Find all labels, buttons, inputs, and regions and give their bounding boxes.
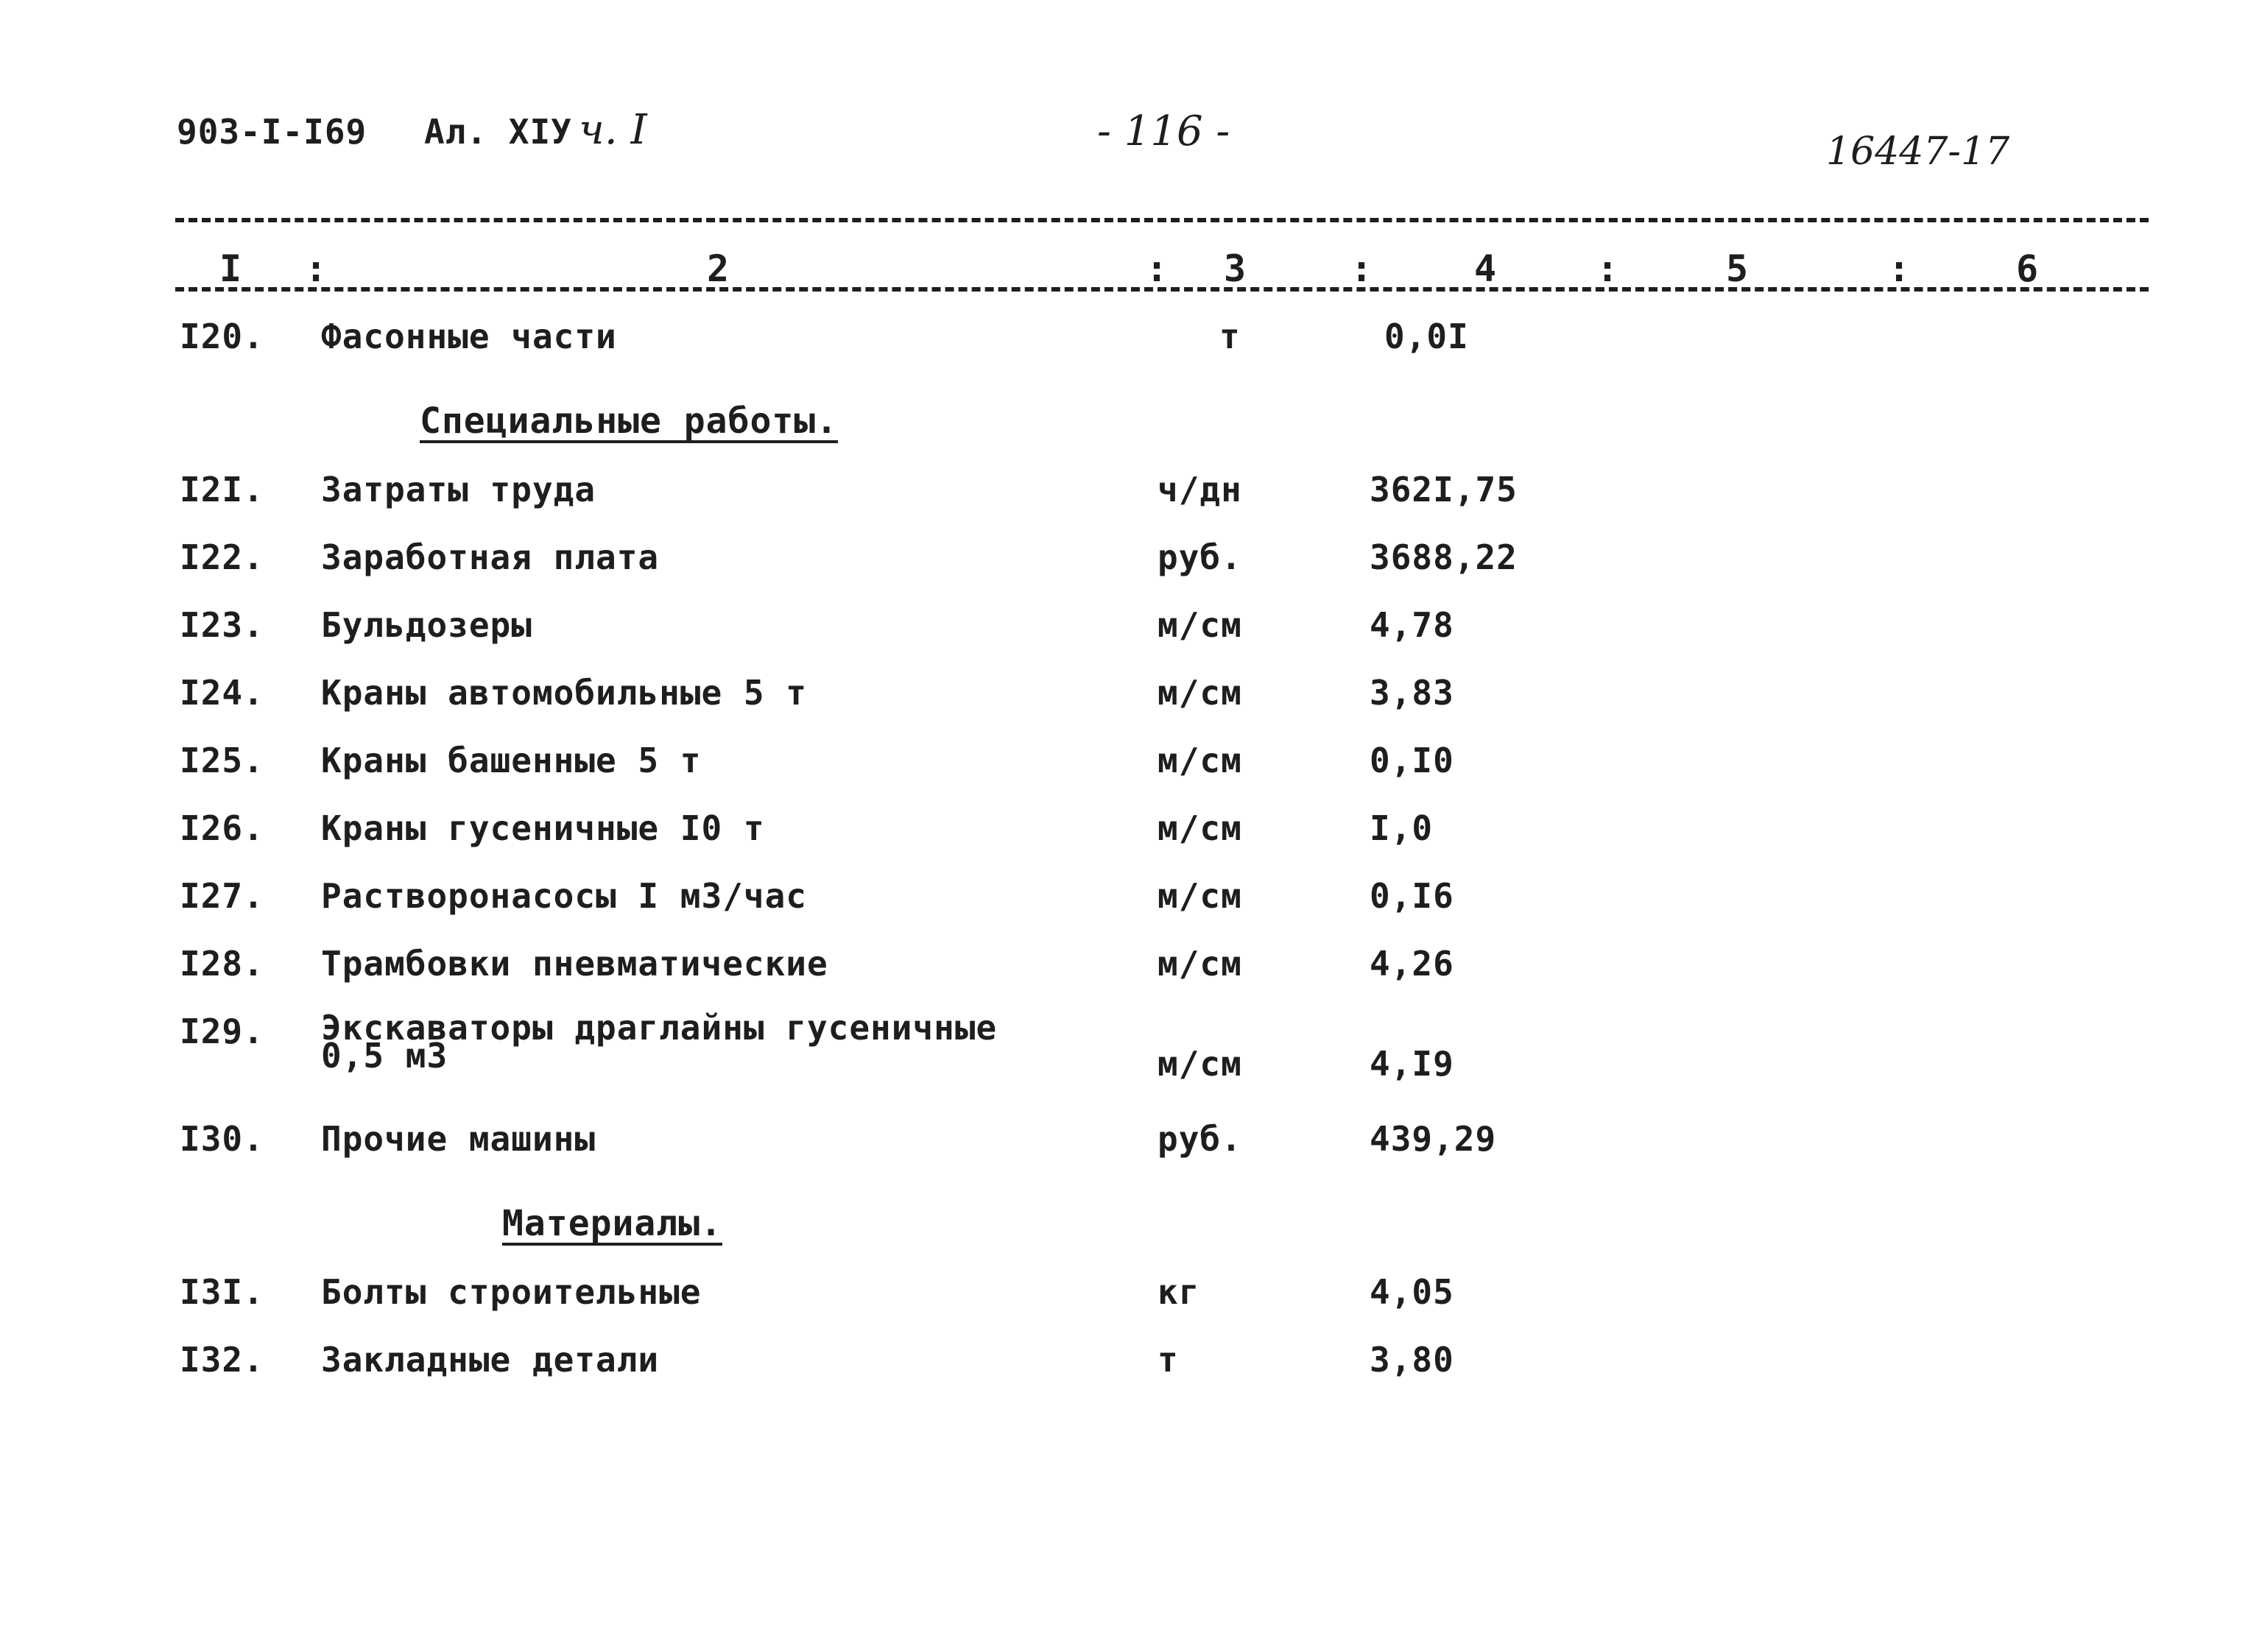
row-name: Краны башенные 5 т [321,741,702,780]
document-code: 903-I-I69 [177,112,367,152]
table-row [0,1119,2262,1163]
row-value: 4,78 [1370,605,1454,645]
part-handwritten: ч. I [579,106,647,154]
row-name: Бульдозеры [321,605,532,645]
row-number: I26. [180,808,264,848]
table-row [0,808,2262,853]
table-row [0,1272,2262,1316]
row-unit: руб. [1158,1119,1242,1159]
column-separator: : [1350,247,1373,290]
column-4-label: 4 [1474,247,1497,290]
row-unit: м/см [1158,808,1242,848]
row-name: Растворонасосы I м3/час [321,876,807,916]
table-row [0,537,2262,582]
row-unit: м/см [1158,944,1242,984]
table-row [0,1340,2262,1384]
page-number: - 116 - [1097,107,1230,155]
row-unit: кг [1158,1272,1200,1312]
row-name: Трамбовки пневматические [321,944,828,984]
row-number: I24. [180,673,264,713]
table-row [0,470,2262,514]
column-separator: : [1596,247,1619,290]
column-5-label: 5 [1726,247,1749,290]
row-number: I22. [180,537,264,577]
row-number: I2I. [180,470,264,509]
row-value: 3,83 [1370,673,1454,713]
section-title-materials: Материалы. [502,1203,722,1244]
row-name: Краны гусеничные I0 т [321,808,765,848]
row-unit: м/см [1158,605,1242,645]
row-name: Краны автомобильные 5 т [321,673,807,713]
row-number: I3I. [180,1272,264,1312]
row-unit: ч/дн [1158,470,1242,509]
column-2-label: 2 [707,247,730,290]
row-number: I25. [180,741,264,780]
row-name: Фасонные части [321,317,617,356]
row-name: Прочие машины [321,1119,596,1159]
row-name-line-2: 0,5 м3 [321,1036,448,1076]
column-header-dashed-rule [175,287,2149,292]
row-value: 3,80 [1370,1340,1454,1380]
table-row [0,1008,2262,1115]
row-number: I30. [180,1119,264,1159]
column-separator: : [1888,247,1911,290]
row-unit: м/см [1158,741,1242,780]
row-name-line-1: Экскаваторы драглайны гусеничные [321,1008,998,1048]
row-name: Закладные детали [321,1340,660,1380]
row-name: Заработная плата [321,537,660,577]
row-value: 0,0I [1384,317,1469,356]
column-6-label: 6 [2016,247,2039,290]
row-value: 3688,22 [1370,537,1518,577]
row-value: 362I,75 [1370,470,1518,509]
row-unit: м/см [1158,673,1242,713]
row-unit: руб. [1158,537,1242,577]
row-value: 4,26 [1370,944,1454,984]
top-dashed-rule [175,218,2149,222]
row-value: 439,29 [1370,1119,1497,1159]
row-number: I23. [180,605,264,645]
row-number: I32. [180,1340,264,1380]
row-number: I20. [180,317,264,356]
column-1-label: I [219,247,242,290]
table-row [0,876,2262,920]
row-unit: т [1219,317,1241,356]
row-unit: м/см [1158,876,1242,916]
row-name: Болты строительные [321,1272,702,1312]
album-number: Ал. XIУ [424,112,572,152]
column-3-label: 3 [1224,247,1247,290]
row-name: Затраты труда [321,470,596,509]
doc-number-handwritten: 16447-17 [1826,130,2010,174]
row-value: 4,I9 [1370,1044,1454,1084]
column-separator: : [305,247,328,290]
table-row [0,673,2262,717]
row-number: I29. [180,1012,264,1051]
table-row [0,741,2262,785]
section-title-special-works: Специальные работы. [420,400,839,442]
row-number: I27. [180,876,264,916]
row-value: 0,I0 [1370,741,1454,780]
row-number: I28. [180,944,264,984]
row-unit: т [1158,1340,1179,1380]
table-row [0,317,2262,361]
table-row [0,605,2262,649]
row-value: I,0 [1370,808,1434,848]
table-row [0,944,2262,988]
row-unit: м/см [1158,1044,1242,1084]
row-value: 0,I6 [1370,876,1454,916]
column-separator: : [1146,247,1169,290]
row-value: 4,05 [1370,1272,1454,1312]
